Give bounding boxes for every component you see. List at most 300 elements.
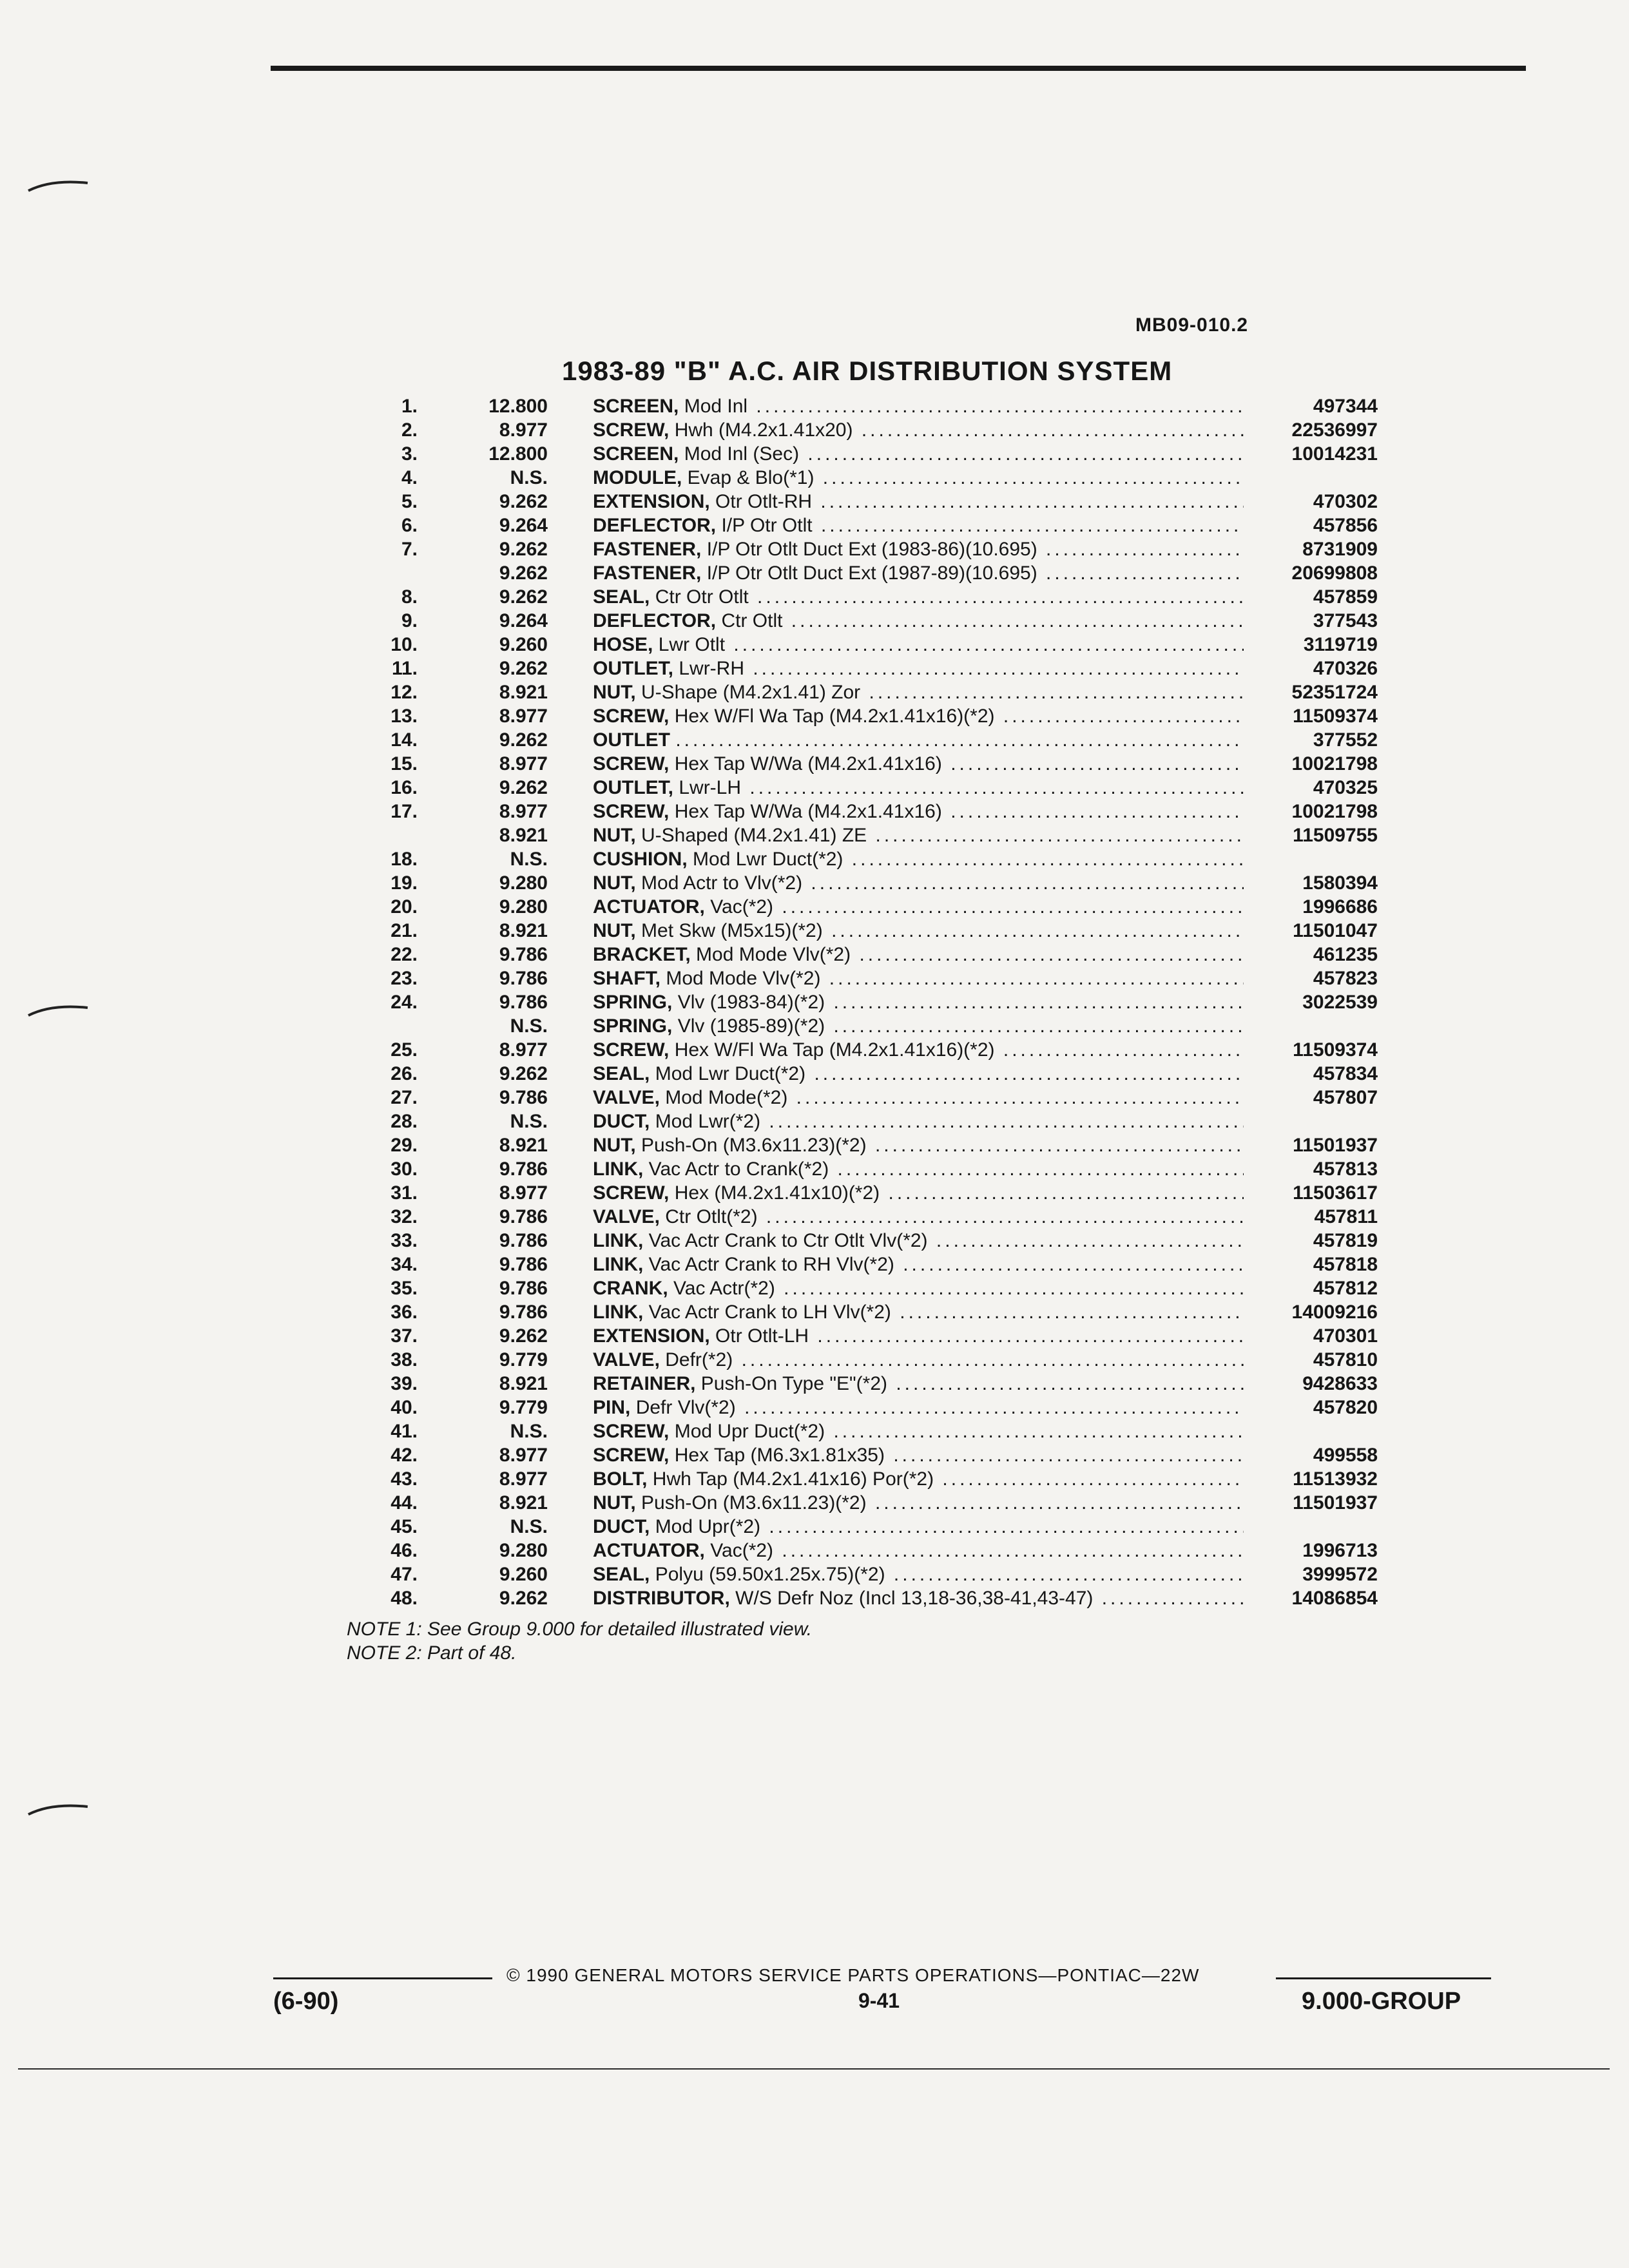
- parts-row: [335, 1348, 1379, 1372]
- part-name: SCREW,: [593, 1445, 670, 1466]
- part-name: VALVE,: [593, 1087, 660, 1108]
- group-number: 9.786: [499, 1087, 548, 1108]
- ref-number: 15.: [390, 753, 418, 774]
- group-number: 8.921: [499, 682, 548, 703]
- parts-row: [335, 800, 1379, 823]
- part-description: [593, 1396, 1244, 1419]
- group-number: 9.262: [499, 1588, 548, 1609]
- part-number: 14086854: [1291, 1588, 1378, 1609]
- group-number: 9.262: [499, 562, 548, 584]
- parts-row: [335, 1086, 1379, 1110]
- part-name: NUT,: [593, 1492, 636, 1514]
- part-number: 470302: [1313, 491, 1378, 512]
- group-number: N.S.: [510, 1015, 548, 1037]
- part-description: [593, 1253, 1244, 1276]
- ref-number: 22.: [390, 944, 418, 965]
- part-number: 499558: [1313, 1445, 1378, 1466]
- ref-number: 38.: [390, 1349, 418, 1370]
- part-description: [593, 1586, 1244, 1610]
- part-detail: U-Shaped (M4.2x1.41) ZE: [641, 825, 867, 846]
- ref-number: 39.: [390, 1373, 418, 1394]
- part-description: [593, 633, 1244, 657]
- ref-number: 6.: [401, 515, 418, 536]
- part-name: SCREW,: [593, 801, 670, 822]
- part-detail: Polyu (59.50x1.25x.75)(*2): [655, 1564, 885, 1585]
- parts-row: [335, 418, 1379, 442]
- part-description: [593, 823, 1244, 847]
- part-name: NUT,: [593, 920, 636, 941]
- parts-row: [335, 609, 1379, 633]
- ref-number: 24.: [390, 992, 418, 1013]
- part-detail: I/P Otr Otlt: [721, 515, 813, 536]
- part-number: 11503617: [1293, 1182, 1378, 1204]
- part-detail: Hwh Tap (M4.2x1.41x16) Por(*2): [652, 1468, 934, 1490]
- group-number: 8.921: [499, 1135, 548, 1156]
- part-description: [593, 752, 1244, 776]
- part-detail: W/S Defr Noz (Incl 13,18-36,38-41,43-47): [735, 1588, 1094, 1609]
- part-detail: Hex (M4.2x1.41x10)(*2): [674, 1182, 880, 1204]
- parts-list: [335, 394, 1379, 1610]
- part-name: OUTLET,: [593, 658, 673, 679]
- part-name: OUTLET: [593, 729, 670, 751]
- part-description: [593, 657, 1244, 680]
- ref-number: 41.: [390, 1421, 418, 1442]
- parts-row: [335, 1562, 1379, 1586]
- parts-row: [335, 490, 1379, 514]
- group-number: 8.921: [499, 1373, 548, 1394]
- part-detail: Ctr Otlt(*2): [665, 1206, 758, 1227]
- parts-row: [335, 585, 1379, 609]
- parts-row: [335, 1133, 1379, 1157]
- part-number: 22536997: [1291, 419, 1378, 441]
- part-detail: Vac Actr(*2): [673, 1278, 775, 1299]
- part-name: DEFLECTOR,: [593, 515, 717, 536]
- part-name: NUT,: [593, 682, 636, 703]
- part-description: [593, 1300, 1244, 1324]
- ref-number: 30.: [390, 1158, 418, 1180]
- part-detail: Mod Inl: [684, 396, 748, 417]
- part-description: [593, 1133, 1244, 1157]
- parts-row: [335, 1062, 1379, 1086]
- part-number: 457823: [1313, 968, 1378, 989]
- footer-rule-left: [273, 1977, 492, 1979]
- part-name: FASTENER,: [593, 562, 702, 584]
- ref-number: 43.: [390, 1468, 418, 1490]
- part-description: [593, 800, 1244, 823]
- group-number: 9.786: [499, 944, 548, 965]
- part-detail: Hex Tap W/Wa (M4.2x1.41x16): [674, 801, 942, 822]
- part-description: [593, 1229, 1244, 1253]
- part-number: 52351724: [1291, 682, 1378, 703]
- part-detail: Lwr-RH: [679, 658, 745, 679]
- parts-row: [335, 657, 1379, 680]
- ref-number: 3.: [401, 443, 418, 465]
- parts-row: [335, 466, 1379, 490]
- part-name: SCREW,: [593, 1182, 670, 1204]
- part-description: [593, 1419, 1244, 1443]
- ref-number: 13.: [390, 706, 418, 727]
- part-number: 3119719: [1303, 634, 1378, 655]
- parts-row: [335, 943, 1379, 966]
- part-detail: Lwr Otlt: [658, 634, 726, 655]
- part-detail: Ctr Otlt: [721, 610, 783, 631]
- group-number: 9.262: [499, 491, 548, 512]
- top-rule: [271, 66, 1526, 71]
- part-detail: Push-On (M3.6x11.23)(*2): [641, 1492, 867, 1514]
- parts-row: [335, 537, 1379, 561]
- group-number: 9.264: [499, 610, 548, 631]
- parts-row: [335, 1157, 1379, 1181]
- part-detail: Vac(*2): [710, 896, 774, 918]
- part-detail: Otr Otlt-RH: [715, 491, 813, 512]
- part-description: [593, 990, 1244, 1014]
- ref-number: 46.: [390, 1540, 418, 1561]
- group-number: N.S.: [510, 849, 548, 870]
- part-number: 1580394: [1302, 872, 1378, 894]
- part-detail: Met Skw (M5x15)(*2): [641, 920, 823, 941]
- parts-row: [335, 966, 1379, 990]
- group-number: N.S.: [510, 1111, 548, 1132]
- part-number: 11513932: [1293, 1468, 1378, 1490]
- ref-number: 48.: [390, 1588, 418, 1609]
- ref-number: 5.: [401, 491, 418, 512]
- parts-row: [335, 704, 1379, 728]
- part-name: SCREW,: [593, 1421, 670, 1442]
- ref-number: 23.: [390, 968, 418, 989]
- part-detail: Mod Mode(*2): [665, 1087, 788, 1108]
- part-description: [593, 966, 1244, 990]
- part-description: [593, 609, 1244, 633]
- group-number: 8.921: [499, 1492, 548, 1514]
- part-detail: Vlv (1985-89)(*2): [677, 1015, 825, 1037]
- group-number: 8.977: [499, 1039, 548, 1061]
- part-name: LINK,: [593, 1230, 644, 1251]
- group-number: N.S.: [510, 1516, 548, 1537]
- group-number: 9.264: [499, 515, 548, 536]
- part-name: PIN,: [593, 1397, 631, 1418]
- group-number: 8.921: [499, 825, 548, 846]
- page-number: 9-41: [858, 1989, 900, 2012]
- part-description: [593, 1348, 1244, 1372]
- ref-number: 34.: [390, 1254, 418, 1275]
- parts-row: [335, 1372, 1379, 1396]
- part-number: 10021798: [1291, 801, 1378, 822]
- part-description: [593, 442, 1244, 466]
- part-detail: Push-On Type "E"(*2): [700, 1373, 888, 1394]
- part-description: [593, 537, 1244, 561]
- part-number: 457807: [1313, 1087, 1378, 1108]
- part-description: [593, 1443, 1244, 1467]
- part-name: BOLT,: [593, 1468, 648, 1490]
- part-name: DUCT,: [593, 1516, 650, 1537]
- group-number: 9.786: [499, 1302, 548, 1323]
- part-description: [593, 585, 1244, 609]
- ref-number: 11.: [391, 658, 418, 679]
- parts-row: [335, 1443, 1379, 1467]
- parts-row: [335, 919, 1379, 943]
- note-2: NOTE 2: Part of 48.: [347, 1642, 517, 1664]
- part-number: 1996713: [1302, 1540, 1378, 1561]
- parts-row: [335, 1229, 1379, 1253]
- group-number: 9.262: [499, 539, 548, 560]
- part-number: 8731909: [1302, 539, 1378, 560]
- ref-number: 7.: [401, 539, 418, 560]
- parts-row: [335, 1181, 1379, 1205]
- group-number: N.S.: [510, 1421, 548, 1442]
- group-number: 9.786: [499, 1158, 548, 1180]
- part-description: [593, 490, 1244, 514]
- part-number: 11509374: [1293, 1039, 1378, 1061]
- parts-row: [335, 1110, 1379, 1133]
- part-description: [593, 680, 1244, 704]
- part-description: [593, 1467, 1244, 1491]
- group-label: 9.000-GROUP: [1302, 1988, 1461, 2015]
- scan-mark: [26, 1798, 103, 1823]
- group-number: 8.921: [499, 920, 548, 941]
- group-number: 9.779: [499, 1397, 548, 1418]
- part-name: ACTUATOR,: [593, 896, 705, 918]
- part-name: SHAFT,: [593, 968, 660, 989]
- part-description: [593, 1110, 1244, 1133]
- ref-number: 45.: [390, 1516, 418, 1537]
- part-number: 11501937: [1293, 1492, 1378, 1514]
- part-name: VALVE,: [593, 1349, 660, 1370]
- part-name: EXTENSION,: [593, 491, 710, 512]
- part-description: [593, 1157, 1244, 1181]
- part-number: 11501047: [1293, 920, 1378, 941]
- ref-number: 10.: [390, 634, 418, 655]
- part-number: 470326: [1313, 658, 1378, 679]
- part-number: 3022539: [1302, 992, 1378, 1013]
- ref-number: 42.: [390, 1445, 418, 1466]
- parts-row: [335, 1038, 1379, 1062]
- parts-row: [335, 728, 1379, 752]
- group-number: 8.977: [499, 801, 548, 822]
- ref-number: 21.: [390, 920, 418, 941]
- part-number: 457813: [1313, 1158, 1378, 1180]
- part-detail: Hwh (M4.2x1.41x20): [674, 419, 853, 441]
- part-description: [593, 394, 1244, 418]
- part-name: SPRING,: [593, 992, 673, 1013]
- part-description: [593, 1372, 1244, 1396]
- ref-number: 14.: [390, 729, 418, 751]
- part-detail: Mod Upr Duct(*2): [674, 1421, 825, 1442]
- group-number: 9.280: [499, 896, 548, 918]
- part-detail: Hex Tap (M6.3x1.81x35): [674, 1445, 885, 1466]
- part-number: 11501937: [1293, 1135, 1378, 1156]
- group-number: 8.977: [499, 1445, 548, 1466]
- ref-number: 9.: [401, 610, 418, 631]
- part-number: 1996686: [1302, 896, 1378, 918]
- parts-row: [335, 680, 1379, 704]
- parts-row: [335, 561, 1379, 585]
- part-number: 457811: [1314, 1206, 1378, 1227]
- ref-number: 27.: [390, 1087, 418, 1108]
- part-description: [593, 1539, 1244, 1562]
- part-name: LINK,: [593, 1158, 644, 1180]
- parts-row: [335, 1396, 1379, 1419]
- part-number: 11509374: [1293, 706, 1378, 727]
- ref-number: 25.: [390, 1039, 418, 1061]
- ref-number: 19.: [390, 872, 418, 894]
- part-number: 457856: [1313, 515, 1378, 536]
- group-number: 12.800: [488, 396, 548, 417]
- part-name: SCREW,: [593, 706, 670, 727]
- parts-row: [335, 1324, 1379, 1348]
- part-detail: Ctr Otr Otlt: [655, 586, 749, 608]
- part-detail: I/P Otr Otlt Duct Ext (1987-89)(10.695): [706, 562, 1037, 584]
- part-detail: Mod Actr to Vlv(*2): [641, 872, 803, 894]
- part-description: [593, 1491, 1244, 1515]
- parts-row: [335, 847, 1379, 871]
- part-description: [593, 1205, 1244, 1229]
- note-1: NOTE 1: See Group 9.000 for detailed illustrated view.: [347, 1619, 813, 1640]
- part-number: 377552: [1313, 729, 1378, 751]
- part-description: [593, 943, 1244, 966]
- part-number: 20699808: [1291, 562, 1378, 584]
- parts-row: [335, 1276, 1379, 1300]
- ref-number: 35.: [390, 1278, 418, 1299]
- part-name: LINK,: [593, 1254, 644, 1275]
- part-description: [593, 776, 1244, 800]
- part-name: NUT,: [593, 872, 636, 894]
- copyright-line: © 1990 GENERAL MOTORS SERVICE PARTS OPERATIONS—PONTIAC—22W: [506, 1965, 1200, 1985]
- group-number: 8.977: [499, 706, 548, 727]
- part-name: BRACKET,: [593, 944, 691, 965]
- part-number: 497344: [1313, 396, 1378, 417]
- part-detail: Lwr-LH: [679, 777, 742, 798]
- parts-row: [335, 633, 1379, 657]
- part-detail: Mod Lwr Duct(*2): [655, 1063, 806, 1084]
- group-number: 9.786: [499, 1254, 548, 1275]
- notes: [347, 1617, 812, 1665]
- part-description: [593, 1324, 1244, 1348]
- document-code: MB09-010.2: [1135, 314, 1249, 336]
- part-number: 457859: [1313, 586, 1378, 608]
- ref-number: 47.: [390, 1564, 418, 1585]
- part-detail: Mod Mode Vlv(*2): [696, 944, 851, 965]
- ref-number: 26.: [390, 1063, 418, 1084]
- parts-row: [335, 752, 1379, 776]
- ref-number: 4.: [401, 467, 418, 488]
- part-name: NUT,: [593, 825, 636, 846]
- parts-row: [335, 1253, 1379, 1276]
- part-detail: Mod Mode Vlv(*2): [666, 968, 821, 989]
- parts-row: [335, 1586, 1379, 1610]
- part-name: HOSE,: [593, 634, 653, 655]
- part-number: 9428633: [1302, 1373, 1378, 1394]
- part-number: 470325: [1313, 777, 1378, 798]
- part-number: 3999572: [1302, 1564, 1378, 1585]
- part-description: [593, 561, 1244, 585]
- parts-row: [335, 990, 1379, 1014]
- part-name: CUSHION,: [593, 849, 688, 870]
- group-number: 9.779: [499, 1349, 548, 1370]
- part-description: [593, 1276, 1244, 1300]
- part-detail: Push-On (M3.6x11.23)(*2): [641, 1135, 867, 1156]
- group-number: 12.800: [488, 443, 548, 465]
- part-number: 377543: [1313, 610, 1378, 631]
- part-description: [593, 1086, 1244, 1110]
- part-detail: Hex W/Fl Wa Tap (M4.2x1.41x16)(*2): [674, 1039, 995, 1061]
- group-number: 9.786: [499, 1278, 548, 1299]
- ref-number: 33.: [390, 1230, 418, 1251]
- part-name: SCREW,: [593, 1039, 670, 1061]
- part-number: 11509755: [1293, 825, 1378, 846]
- parts-row: [335, 1014, 1379, 1038]
- part-detail: Mod Inl (Sec): [684, 443, 800, 465]
- part-number: 457812: [1313, 1278, 1378, 1299]
- part-name: NUT,: [593, 1135, 636, 1156]
- part-number: 457820: [1313, 1397, 1378, 1418]
- parts-row: [335, 514, 1379, 537]
- part-name: LINK,: [593, 1302, 644, 1323]
- part-description: [593, 418, 1244, 442]
- part-name: SCREW,: [593, 419, 670, 441]
- group-number: 8.977: [499, 753, 548, 774]
- parts-row: [335, 1467, 1379, 1491]
- part-detail: U-Shape (M4.2x1.41) Zor: [641, 682, 861, 703]
- part-name: SPRING,: [593, 1015, 673, 1037]
- part-detail: Mod Lwr(*2): [655, 1111, 761, 1132]
- part-description: [593, 704, 1244, 728]
- part-name: DISTRIBUTOR,: [593, 1588, 730, 1609]
- ref-number: 32.: [390, 1206, 418, 1227]
- part-detail: I/P Otr Otlt Duct Ext (1983-86)(10.695): [706, 539, 1037, 560]
- part-name: ACTUATOR,: [593, 1540, 705, 1561]
- part-detail: Mod Lwr Duct(*2): [693, 849, 843, 870]
- part-name: DEFLECTOR,: [593, 610, 717, 631]
- group-number: 9.262: [499, 1325, 548, 1347]
- ref-number: 31.: [390, 1182, 418, 1204]
- parts-row: [335, 871, 1379, 895]
- part-name: SCREEN,: [593, 396, 679, 417]
- part-detail: Hex W/Fl Wa Tap (M4.2x1.41x16)(*2): [674, 706, 995, 727]
- part-number: 457834: [1313, 1063, 1378, 1084]
- part-description: [593, 847, 1244, 871]
- part-detail: Mod Upr(*2): [655, 1516, 761, 1537]
- parts-row: [335, 776, 1379, 800]
- part-name: FASTENER,: [593, 539, 702, 560]
- part-description: [593, 1562, 1244, 1586]
- ref-number: 36.: [390, 1302, 418, 1323]
- part-name: DUCT,: [593, 1111, 650, 1132]
- ref-number: 17.: [390, 801, 418, 822]
- part-name: SCREEN,: [593, 443, 679, 465]
- part-detail: Otr Otlt-LH: [715, 1325, 809, 1347]
- parts-row: [335, 1205, 1379, 1229]
- part-detail: Vac Actr Crank to Ctr Otlt Vlv(*2): [648, 1230, 928, 1251]
- group-number: 9.262: [499, 1063, 548, 1084]
- part-name: CRANK,: [593, 1278, 668, 1299]
- part-detail: Vac(*2): [710, 1540, 774, 1561]
- group-number: 8.977: [499, 1182, 548, 1204]
- part-number: 10014231: [1291, 443, 1378, 465]
- scan-mark: [26, 999, 103, 1024]
- part-description: [593, 919, 1244, 943]
- group-number: 9.786: [499, 968, 548, 989]
- group-number: 9.280: [499, 1540, 548, 1561]
- revision-date: (6-90): [273, 1988, 339, 2015]
- ref-number: 20.: [390, 896, 418, 918]
- part-name: MODULE,: [593, 467, 682, 488]
- ref-number: 44.: [390, 1492, 418, 1514]
- part-name: SEAL,: [593, 586, 650, 608]
- ref-number: 1.: [401, 396, 418, 417]
- group-number: 9.262: [499, 777, 548, 798]
- ref-number: 16.: [390, 777, 418, 798]
- parts-row: [335, 1491, 1379, 1515]
